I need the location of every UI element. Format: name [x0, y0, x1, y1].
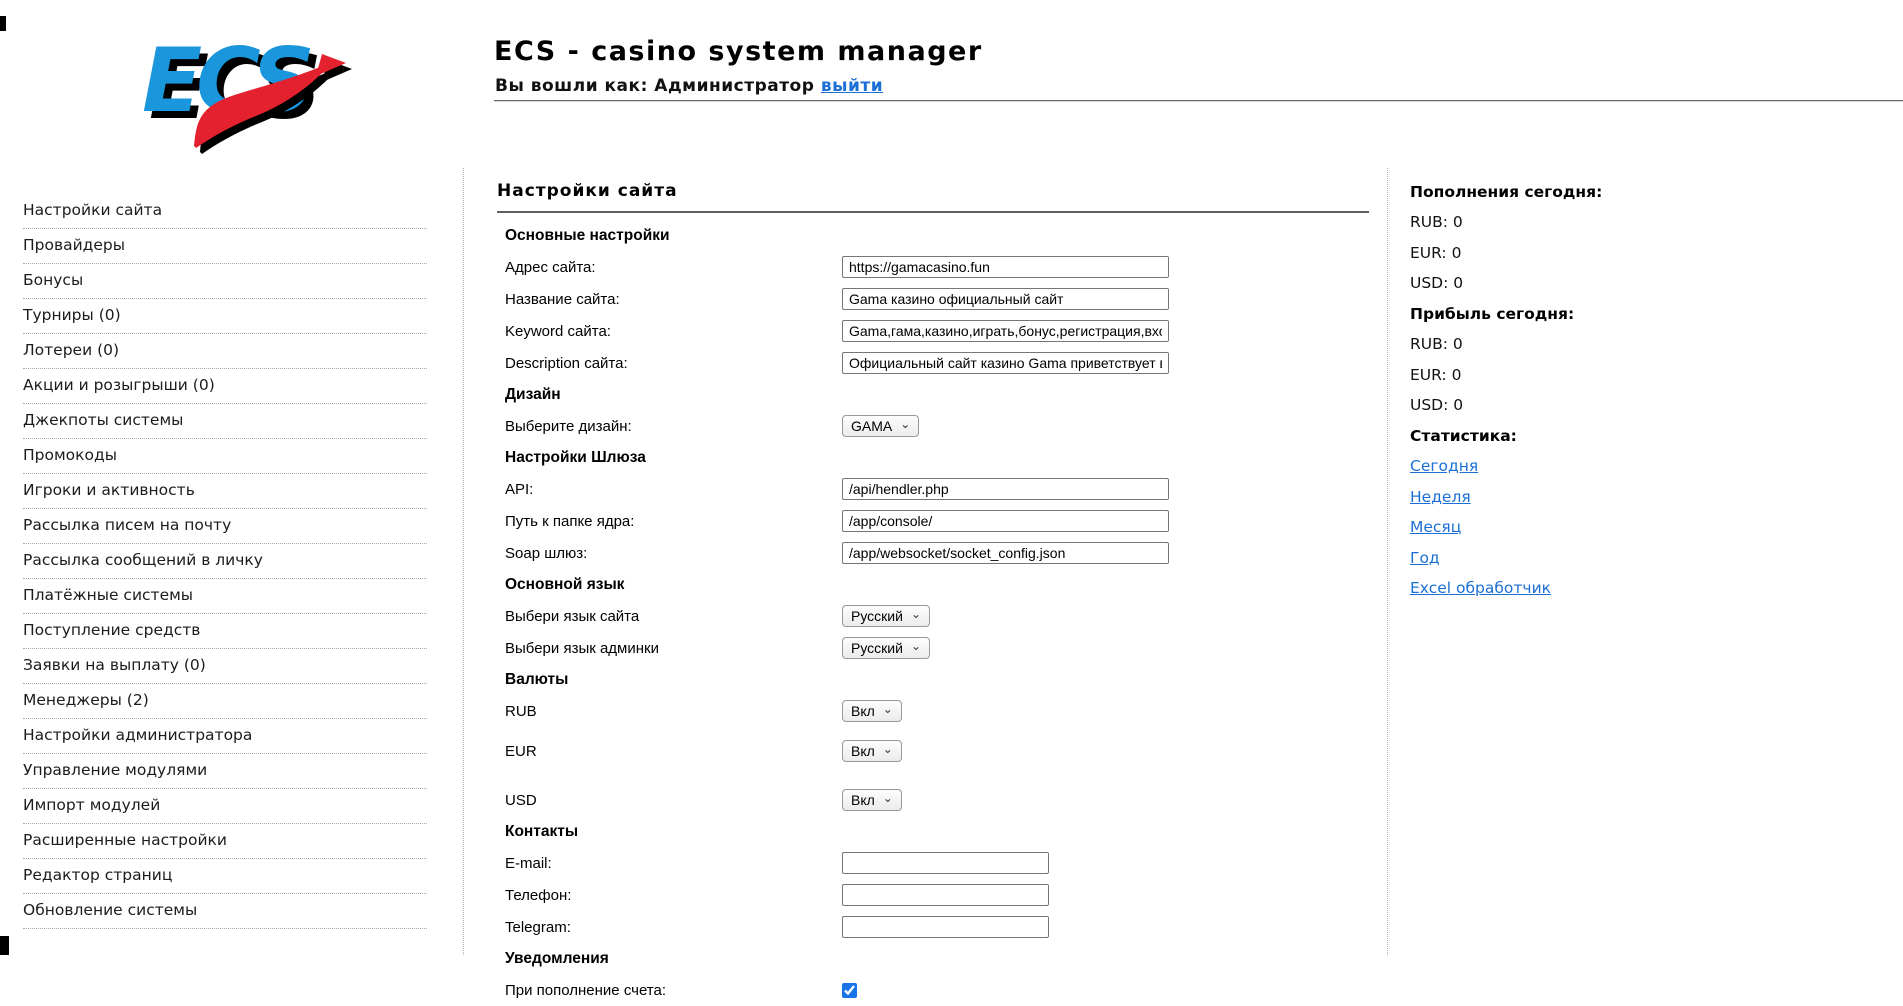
settings-form	[505, 220, 1387, 1006]
field-label: Выбери язык сайта	[505, 607, 640, 625]
form-row-site-language	[505, 600, 1387, 632]
field-label: E-mail:	[505, 854, 552, 872]
sidebar-item-pm-mailing[interactable]: Рассылка сообщений в личку	[23, 544, 427, 579]
sidebar-item-managers[interactable]: Менеджеры (2)	[23, 684, 427, 719]
field-label: Название сайта:	[505, 290, 620, 308]
sidebar-item-system-jackpots[interactable]: Джекпоты системы	[23, 404, 427, 439]
stats-section-title: Прибыль сегодня:	[1410, 304, 1575, 323]
field-label: EUR	[505, 742, 537, 760]
sidebar-item-site-settings[interactable]: Настройки сайта	[23, 194, 427, 229]
header-divider	[494, 100, 1903, 102]
field-label: Telegram:	[505, 918, 571, 936]
form-row-deposit-notify	[505, 974, 1387, 1006]
settings-panel	[463, 168, 1388, 999]
form-row-site-address	[505, 251, 1387, 283]
stat-usd: USD: 0	[1410, 274, 1464, 292]
select-value: Вкл	[851, 743, 875, 759]
link-stats-year[interactable]: Год	[1410, 548, 1440, 567]
sidebar-menu	[23, 194, 427, 929]
sidebar-item-lotteries[interactable]: Лотереи (0)	[23, 334, 427, 369]
page-title: Настройки сайта	[497, 181, 678, 201]
select-value: Русский	[851, 608, 903, 624]
sidebar-item-module-management[interactable]: Управление модулями	[23, 754, 427, 789]
stat-eur: EUR: 0	[1410, 365, 1462, 384]
form-row-site-keyword	[505, 315, 1387, 347]
design-select[interactable]	[842, 415, 919, 437]
form-row-core-path	[505, 505, 1387, 537]
sidebar-item-advanced-settings[interactable]: Расширенные настройки	[23, 824, 427, 859]
chevron-down-icon: ⌄	[910, 639, 922, 653]
rub-select[interactable]	[842, 700, 902, 722]
screen-artifact-top	[0, 16, 6, 31]
link-stats-week[interactable]: Неделя	[1410, 487, 1471, 506]
field-label: Выбери язык админки	[505, 639, 659, 657]
sidebar-item-system-update[interactable]: Обновление системы	[23, 894, 427, 929]
field-label: USD	[505, 791, 537, 809]
usd-select[interactable]	[842, 789, 902, 811]
stats-panel	[1410, 182, 1602, 609]
login-status	[495, 76, 883, 96]
logout-link[interactable]: выйти	[820, 76, 884, 96]
site-description-input[interactable]	[842, 352, 1169, 374]
app-title: ECS - casino system manager	[494, 36, 983, 67]
field-label: Выберите дизайн:	[505, 417, 632, 435]
section-general: Основные настройки	[505, 226, 670, 244]
link-stats-today[interactable]: Сегодня	[1410, 457, 1479, 475]
login-status-text: Вы вошли как: Администратор	[495, 76, 815, 96]
deposit-notify-checkbox[interactable]	[842, 983, 857, 998]
title-divider	[497, 211, 1369, 213]
section-language: Основной язык	[505, 575, 625, 593]
form-row-site-name	[505, 283, 1387, 315]
sidebar-item-bonuses[interactable]: Бонусы	[23, 264, 427, 299]
phone-input[interactable]	[842, 884, 1049, 906]
section-currencies: Валюты	[505, 670, 569, 688]
stat-link-row	[1410, 457, 1602, 476]
stat-link-row	[1410, 579, 1602, 598]
section-notifications: Уведомления	[505, 949, 609, 967]
sidebar-item-promocodes[interactable]: Промокоды	[23, 439, 427, 474]
sidebar-item-incoming-funds[interactable]: Поступление средств	[23, 614, 427, 649]
field-label: API:	[505, 480, 534, 498]
sidebar-item-tournaments[interactable]: Турниры (0)	[23, 299, 427, 334]
screen-artifact-bottom	[0, 936, 9, 955]
field-label: Keyword сайта:	[505, 322, 611, 340]
field-label: Description сайта:	[505, 354, 628, 372]
sidebar-item-providers[interactable]: Провайдеры	[23, 229, 427, 264]
stat-link-row	[1410, 487, 1602, 506]
form-row-usd	[505, 784, 1387, 816]
stat-link-row	[1410, 548, 1602, 567]
select-value: GAMA	[851, 418, 893, 434]
sidebar-item-players-activity[interactable]: Игроки и активность	[23, 474, 427, 509]
field-label: Телефон:	[505, 886, 572, 904]
field-label: Soap шлюз:	[505, 544, 588, 562]
form-row-phone	[505, 879, 1387, 911]
chevron-down-icon: ⌄	[900, 417, 911, 431]
sidebar-item-page-editor[interactable]: Редактор страниц	[23, 859, 427, 894]
stat-usd: USD: 0	[1410, 396, 1464, 414]
field-label: При пополнение счета:	[505, 981, 667, 999]
site-language-select[interactable]	[842, 605, 930, 627]
stat-eur: EUR: 0	[1410, 243, 1462, 262]
form-row-soap-gateway	[505, 537, 1387, 569]
form-row-telegram	[505, 911, 1387, 943]
section-gateway: Настройки Шлюза	[505, 448, 646, 466]
select-value: Русский	[851, 640, 903, 656]
sidebar-item-payout-requests[interactable]: Заявки на выплату (0)	[23, 649, 427, 684]
stat-rub: RUB: 0	[1410, 213, 1463, 231]
link-stats-month[interactable]: Месяц	[1410, 518, 1462, 536]
site-address-input[interactable]	[842, 256, 1169, 278]
chevron-down-icon: ⌄	[882, 742, 893, 756]
core-path-input[interactable]	[842, 510, 1169, 532]
sidebar-item-module-import[interactable]: Импорт модулей	[23, 789, 427, 824]
api-input[interactable]	[842, 478, 1169, 500]
stats-section-title: Пополнения сегодня:	[1410, 182, 1603, 201]
sidebar-item-admin-settings[interactable]: Настройки администратора	[23, 719, 427, 754]
select-value: Вкл	[851, 703, 875, 719]
ecs-logo-image	[136, 16, 348, 156]
eur-select[interactable]	[842, 740, 902, 762]
section-contacts: Контакты	[505, 822, 579, 840]
ecs-logo	[136, 16, 348, 160]
link-excel-handler[interactable]: Excel обработчик	[1410, 579, 1552, 597]
chevron-down-icon: ⌄	[882, 791, 893, 805]
form-row-rub	[505, 695, 1387, 727]
field-label: RUB	[505, 702, 537, 720]
site-name-input[interactable]	[842, 288, 1169, 310]
sidebar-item-promotions[interactable]: Акции и розыгрыши (0)	[23, 369, 427, 404]
form-row-site-description	[505, 347, 1387, 379]
form-row-api	[505, 473, 1387, 505]
admin-language-select[interactable]	[842, 637, 930, 659]
site-keyword-input[interactable]	[842, 320, 1169, 342]
field-label: Путь к папке ядра:	[505, 512, 635, 530]
telegram-input[interactable]	[842, 916, 1049, 938]
stats-section-title: Статистика:	[1410, 426, 1517, 445]
section-design: Дизайн	[505, 385, 561, 403]
form-row-design	[505, 410, 1387, 442]
field-label: Адрес сайта:	[505, 258, 596, 276]
form-row-admin-language	[505, 632, 1387, 664]
sidebar-item-payment-systems[interactable]: Платёжные системы	[23, 579, 427, 614]
form-row-eur	[505, 735, 1387, 767]
email-input[interactable]	[842, 852, 1049, 874]
chevron-down-icon: ⌄	[910, 607, 922, 621]
select-value: Вкл	[851, 792, 875, 808]
chevron-down-icon: ⌄	[882, 702, 893, 716]
form-row-email	[505, 847, 1387, 879]
soap-gateway-input[interactable]	[842, 542, 1169, 564]
stat-rub: RUB: 0	[1410, 335, 1463, 353]
stat-link-row	[1410, 518, 1602, 537]
sidebar-item-email-mailing[interactable]: Рассылка писем на почту	[23, 509, 427, 544]
